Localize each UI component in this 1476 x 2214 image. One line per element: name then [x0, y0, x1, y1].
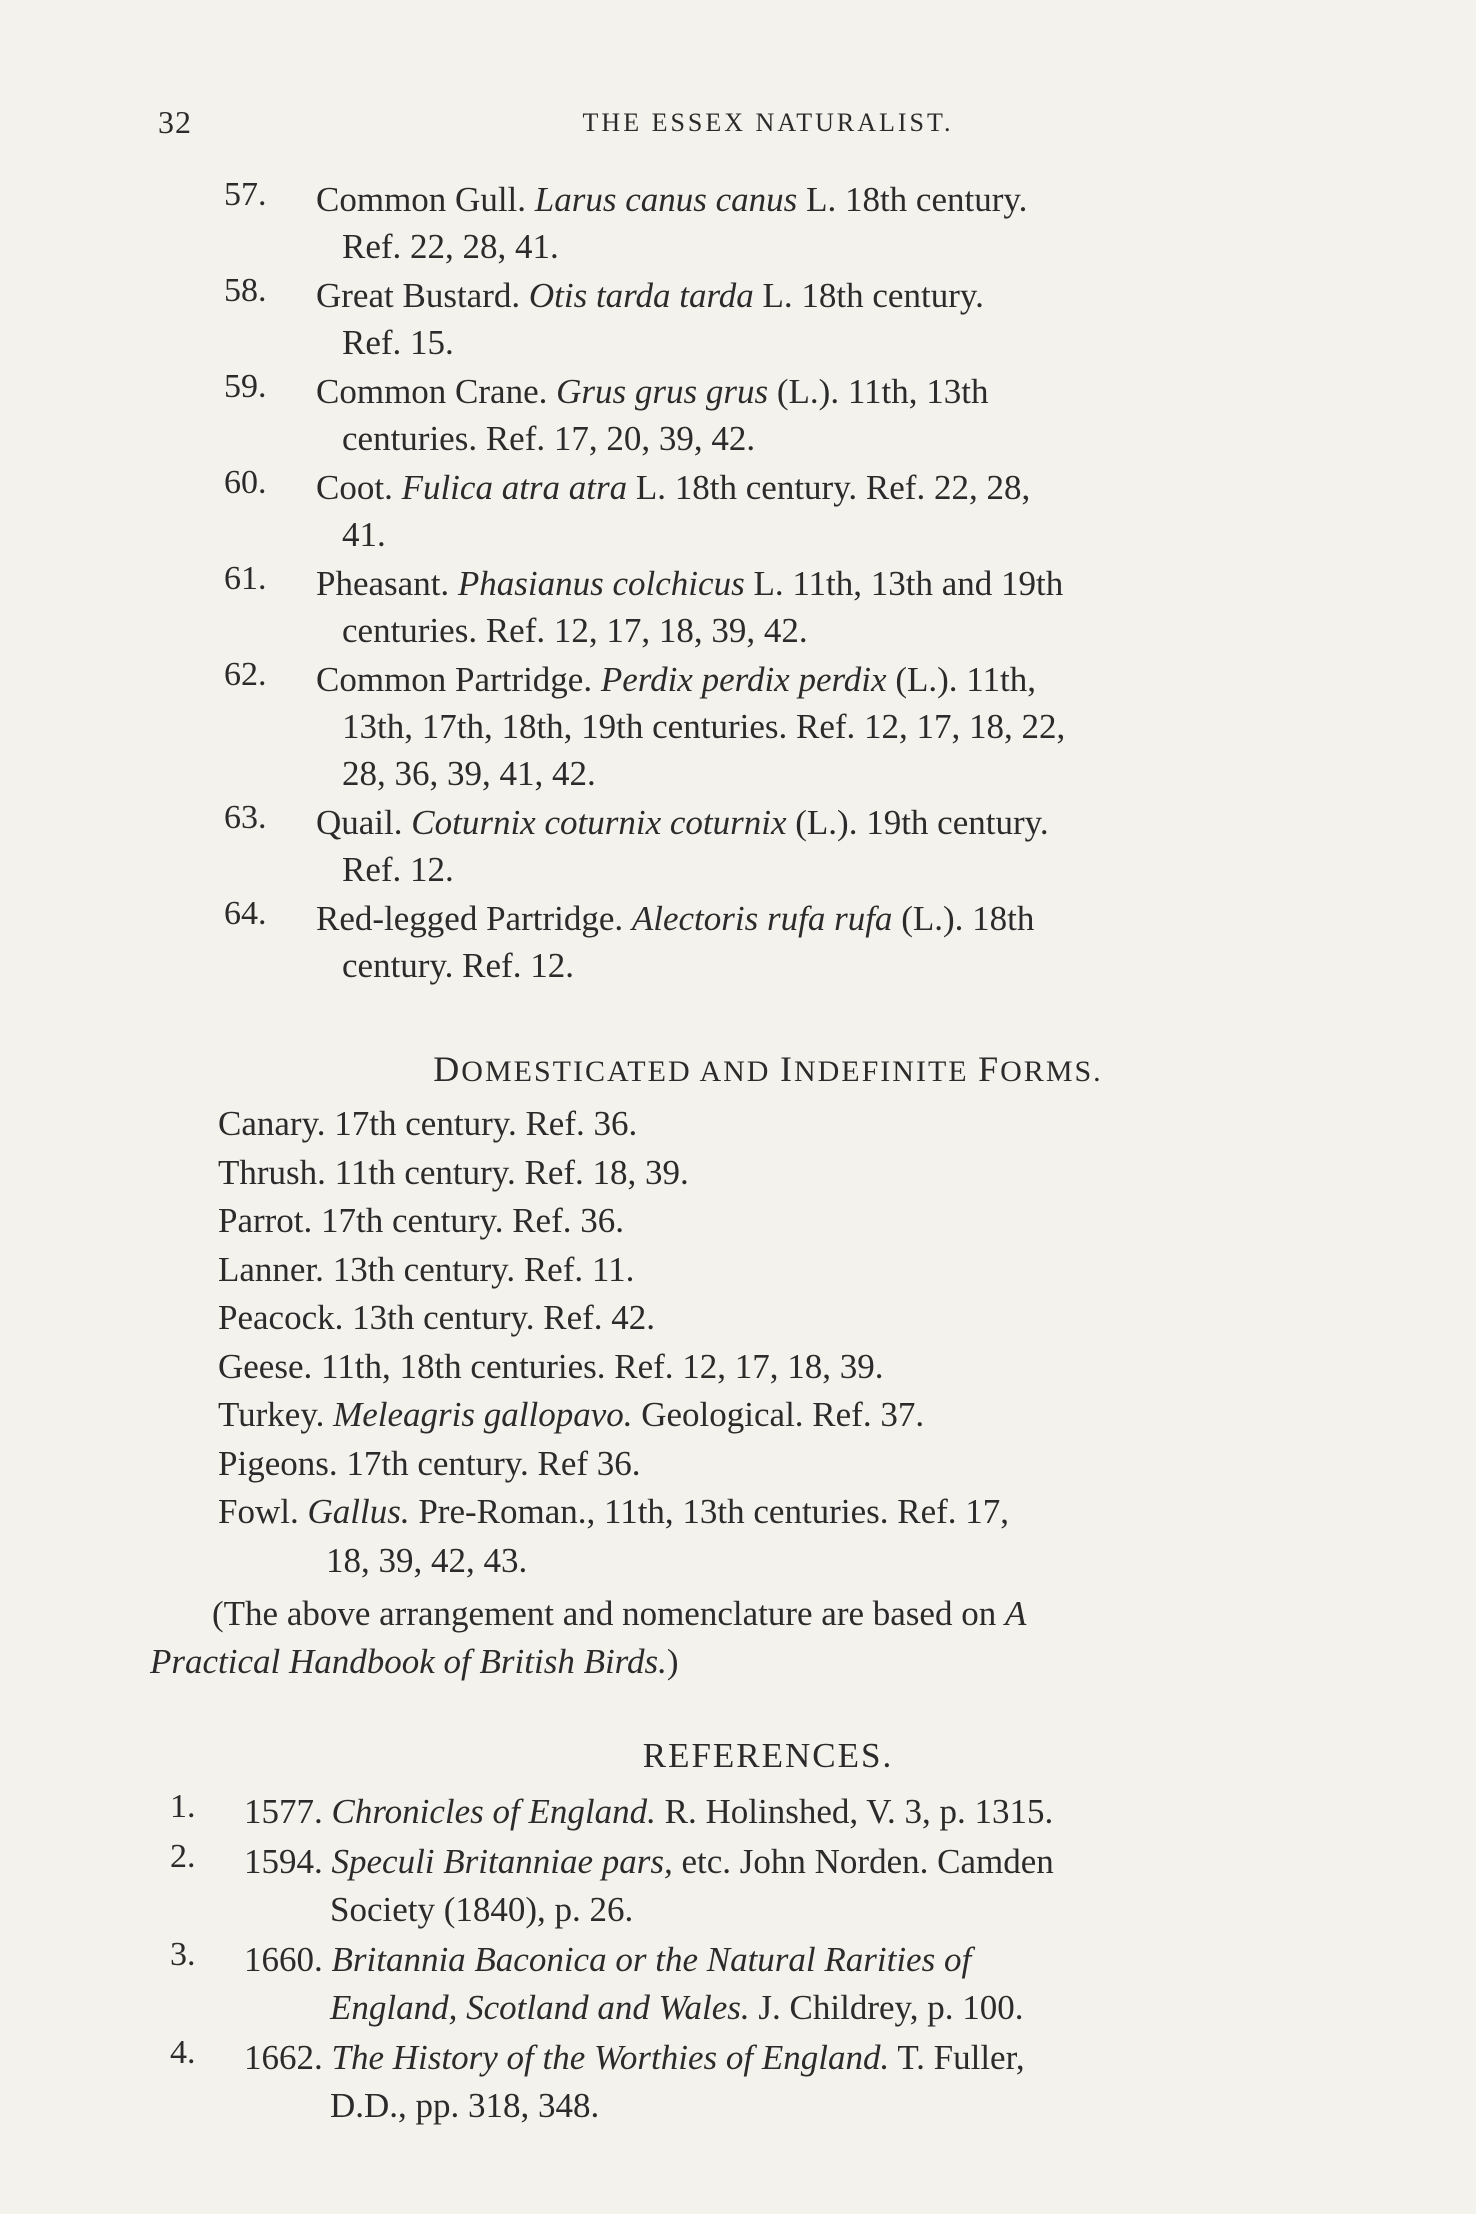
form-details: Pre-Roman., 11th, 13th centuries. Ref. 17,: [409, 1492, 1010, 1531]
title-part: D: [433, 1049, 462, 1089]
form-name: Pigeons.: [218, 1443, 338, 1483]
entry-continuation: Ref. 12.: [342, 850, 454, 889]
entry-details: L. 18th century.: [797, 180, 1028, 219]
form-entry: [218, 1391, 1318, 1440]
species-entry: [0, 656, 1476, 797]
reference-entry: [0, 2034, 1476, 2130]
species-entry: [0, 272, 1476, 366]
form-details: 17th century. Ref 36.: [337, 1443, 641, 1483]
entry-text: [316, 560, 1306, 654]
form-name: Lanner.: [218, 1249, 324, 1289]
page-number: 32: [158, 104, 192, 140]
reference-title: Speculi Britanniae pars,: [331, 1842, 673, 1881]
form-entry: [218, 1294, 1318, 1343]
entry-continuation: Ref. 15.: [342, 323, 454, 362]
title-part: ORMS.: [1000, 1055, 1103, 1088]
note-paragraph: [150, 1590, 1300, 1686]
entry-continuation: centuries. Ref. 12, 17, 18, 39, 42.: [342, 611, 808, 650]
entry-number: 57.: [224, 176, 267, 213]
latin-name: Fulica atra atra: [401, 468, 628, 507]
title-part: I: [779, 1049, 794, 1089]
reference-details: etc. John Norden. Camden: [672, 1842, 1054, 1881]
common-name: Quail.: [316, 803, 403, 842]
form-name: Parrot.: [218, 1201, 313, 1240]
form-entry: [218, 1488, 1318, 1585]
title-part: OMESTICATED AND: [461, 1055, 780, 1088]
species-entry: [0, 368, 1476, 462]
entry-continuation: centuries. Ref. 17, 20, 39, 42.: [342, 419, 756, 458]
reference-details: J. Childrey, p. 100.: [749, 1988, 1024, 2027]
section-title: [0, 1048, 1476, 1090]
latin-name: Coturnix coturnix coturnix: [411, 803, 787, 842]
form-details: 13th century. Ref. 42.: [343, 1298, 656, 1337]
form-name: Fowl.: [218, 1492, 299, 1531]
reference-year: 1660.: [244, 1940, 323, 1979]
reference-details: T. Fuller,: [889, 2038, 1025, 2077]
entry-details: (L.). 19th century.: [786, 803, 1049, 842]
form-entry: [218, 1343, 1318, 1392]
species-entry: [0, 799, 1476, 893]
entry-continuation: 13th, 17th, 18th, 19th centuries. Ref. 12, 17, 18, 22,: [342, 707, 1066, 746]
species-list: [0, 176, 1476, 991]
title-part: NDEFINITE: [793, 1055, 979, 1088]
form-details: 11th century. Ref. 18, 39.: [325, 1152, 689, 1192]
form-entry: [218, 1149, 1318, 1198]
entry-number: 59.: [224, 368, 267, 405]
latin-name: Grus grus grus: [556, 372, 769, 411]
species-entry: [0, 895, 1476, 989]
note-book-title: Practical Handbook of British Birds.: [150, 1642, 667, 1681]
reference-entry: [0, 1788, 1476, 1836]
reference-number: 2.: [170, 1838, 196, 1875]
entry-text: [316, 799, 1306, 893]
entry-details: L. 11th, 13th and 19th: [744, 564, 1064, 603]
reference-year: 1594.: [244, 1842, 323, 1881]
form-details: 17th century. Ref. 36.: [312, 1201, 624, 1240]
reference-number: 1.: [170, 1788, 196, 1825]
reference-title-continuation: England, Scotland and Wales.: [330, 1988, 750, 2027]
entry-details: (L.). 11th, 13th: [768, 372, 989, 411]
reference-entry: [0, 1936, 1476, 2032]
form-details: 11th, 18th centuries. Ref. 12, 17, 18, 39.: [312, 1346, 884, 1386]
common-name: Red-legged Partridge.: [316, 899, 624, 938]
entry-number: 60.: [224, 464, 267, 501]
entry-number: 61.: [224, 560, 267, 597]
common-name: Great Bustard.: [316, 276, 521, 315]
latin-name: Otis tarda tarda: [528, 276, 754, 315]
reference-entry: [0, 1838, 1476, 1934]
entry-text: [316, 656, 1306, 797]
entry-text: [316, 272, 1306, 366]
note-text: ): [666, 1642, 679, 1681]
entry-text: [316, 176, 1306, 270]
latin-name: Meleagris gallopavo.: [333, 1395, 633, 1434]
latin-name: Perdix perdix perdix: [600, 660, 887, 699]
form-entry: [218, 1197, 1318, 1246]
entry-continuation: Ref. 22, 28, 41.: [342, 227, 559, 266]
entry-number: 62.: [224, 656, 267, 693]
references-title: REFERENCES.: [642, 1736, 894, 1775]
reference-title: Britannia Baconica or the Natural Rarities of: [331, 1940, 972, 1979]
entry-number: 63.: [224, 799, 267, 836]
reference-title: Chronicles of England.: [331, 1792, 656, 1831]
title-part: F: [978, 1049, 1001, 1089]
entry-text: [316, 895, 1306, 989]
entry-details: (L.). 18th: [892, 899, 1035, 938]
reference-number: 4.: [170, 2034, 196, 2071]
form-entry: [218, 1246, 1318, 1295]
common-name: Common Crane.: [316, 372, 548, 411]
reference-details: R. Holinshed, V. 3, p. 1315.: [655, 1792, 1054, 1831]
form-continuation: 18, 39, 42, 43.: [326, 1540, 528, 1580]
form-name: Canary.: [218, 1104, 326, 1143]
form-details: 17th century. Ref. 36.: [325, 1104, 638, 1143]
entry-details: L. 18th century.: [753, 276, 984, 315]
form-entry: [218, 1100, 1318, 1149]
common-name: Common Gull.: [316, 180, 527, 219]
entry-continuation: 41.: [342, 515, 386, 554]
entry-text: [316, 464, 1306, 558]
entry-number: 64.: [224, 895, 267, 932]
entry-continuation: century. Ref. 12.: [342, 946, 574, 985]
species-entry: [0, 560, 1476, 654]
latin-name: Larus canus canus: [534, 180, 798, 219]
form-details: 13th century. Ref. 11.: [323, 1249, 635, 1289]
form-entry: [218, 1440, 1318, 1489]
note-italic: A: [1004, 1594, 1027, 1633]
latin-name: Gallus.: [307, 1492, 410, 1531]
reference-title: The History of the Worthies of England.: [331, 2038, 890, 2077]
reference-continuation: D.D., pp. 318, 348.: [330, 2086, 600, 2125]
form-name: Geese.: [218, 1346, 313, 1386]
species-entry: [0, 464, 1476, 558]
reference-year: 1662.: [244, 2038, 323, 2077]
entry-details: L. 18th century. Ref. 22, 28,: [627, 468, 1031, 507]
reference-number: 3.: [170, 1936, 196, 1973]
forms-list: [218, 1100, 1318, 1585]
form-name: Peacock.: [218, 1298, 344, 1337]
common-name: Coot.: [316, 468, 393, 507]
form-name: Turkey.: [218, 1395, 325, 1434]
latin-name: Phasianus colchicus: [457, 564, 745, 603]
reference-continuation: Society (1840), p. 26.: [330, 1890, 634, 1929]
form-details: Geological. Ref. 37.: [632, 1395, 925, 1434]
references-list: [0, 1788, 1476, 2132]
form-name: Thrush.: [218, 1152, 326, 1192]
running-head: THE ESSEX NATURALIST.: [582, 108, 954, 137]
entry-number: 58.: [224, 272, 267, 309]
species-entry: [0, 176, 1476, 270]
common-name: Common Partridge.: [316, 660, 593, 699]
entry-details: (L.). 11th,: [886, 660, 1036, 699]
reference-year: 1577.: [244, 1792, 323, 1831]
latin-name: Alectoris rufa rufa: [631, 899, 893, 938]
entry-continuation: 28, 36, 39, 41, 42.: [342, 754, 596, 793]
entry-text: [316, 368, 1306, 462]
common-name: Pheasant.: [316, 564, 450, 603]
note-text: (The above arrangement and nomenclature are based on: [212, 1594, 1005, 1633]
